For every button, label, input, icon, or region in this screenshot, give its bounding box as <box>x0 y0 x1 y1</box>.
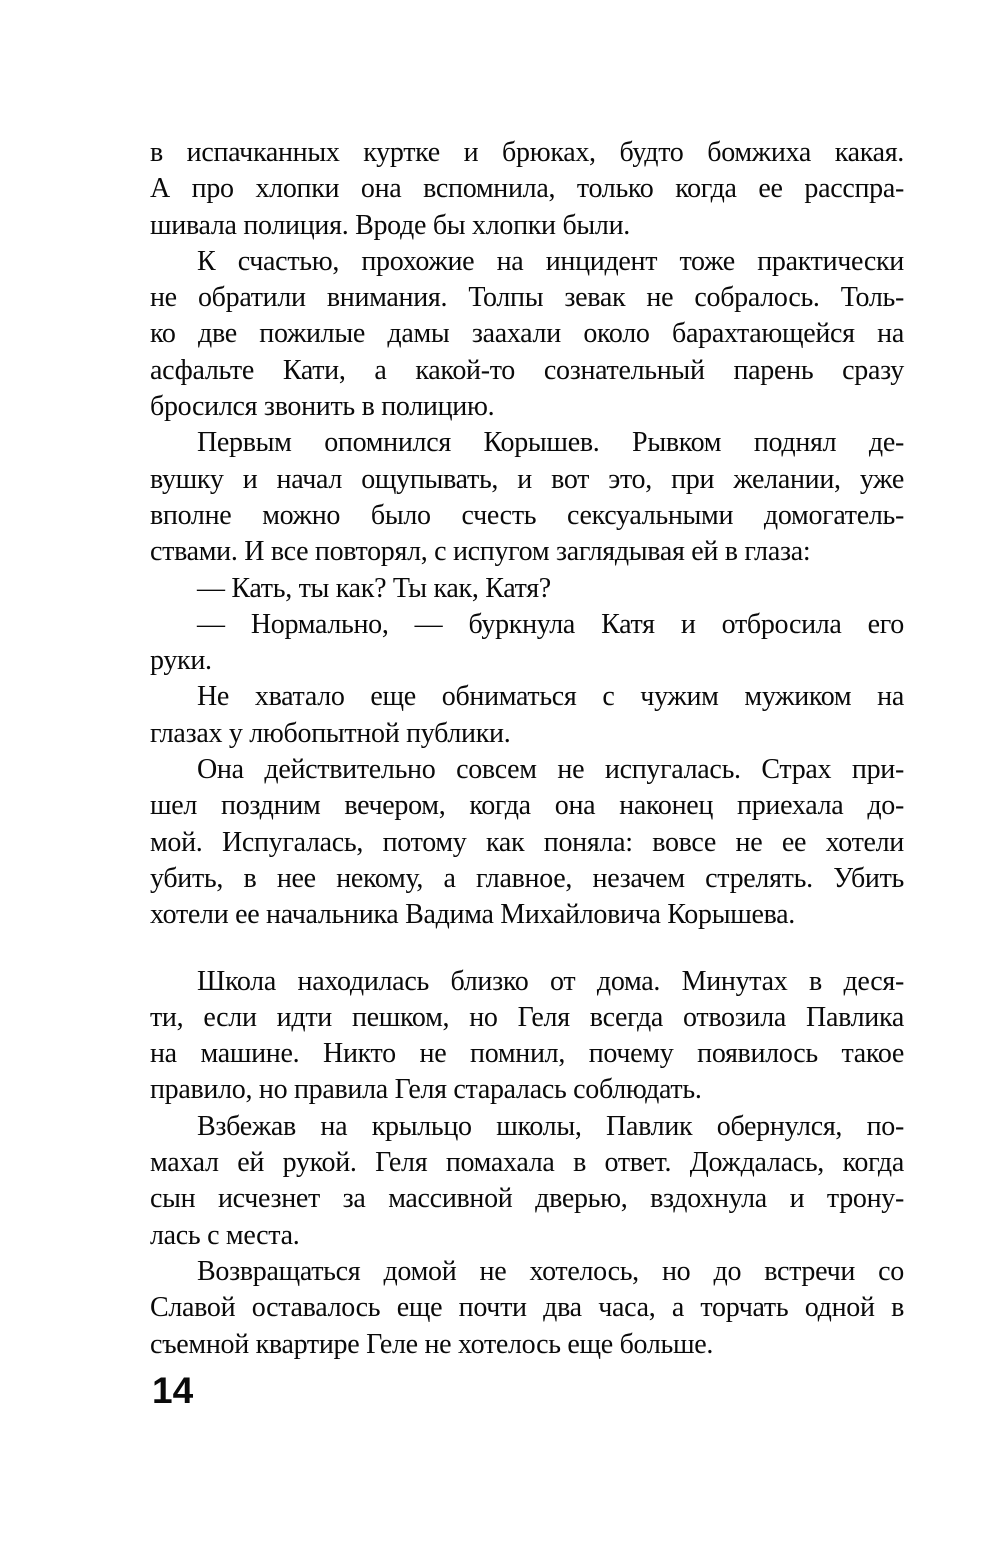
text-line: Взбежав на крыльцо школы, Павлик обернулся, по- <box>197 1110 904 1142</box>
text-line: Школа находилась близко от дома. Минутах в деся- <box>197 965 904 997</box>
text-line: лась с места. <box>150 1219 300 1251</box>
text-line: вполне можно было счесть сексуальными домогатель- <box>150 499 904 531</box>
text-line: правило, но правила Геля старалась соблюдать. <box>150 1074 702 1106</box>
paragraph <box>150 752 904 933</box>
text-line: не обратили внимания. Толпы зевак не собралось. Толь- <box>150 282 904 314</box>
paragraph <box>150 571 904 607</box>
paragraph <box>150 679 904 752</box>
text-line: мой. Испугалась, потому как поняла: вовсе не ее хотели <box>150 826 904 858</box>
text-line: Не хватало еще обниматься с чужим мужиком на <box>197 681 904 713</box>
text-column <box>150 135 904 1363</box>
text-line: Первым опомнился Корышев. Рывком поднял де- <box>197 427 904 459</box>
text-line: ствами. И все повторял, с испугом заглядывая ей в глаза: <box>150 536 811 568</box>
text-line: убить, в нее некому, а главное, незачем стрелять. Убить <box>150 862 904 894</box>
text-line: в испачканных куртке и брюках, будто бомжиха какая. <box>150 137 904 168</box>
text-line: ко две пожилые дамы заахали около барахтающейся на <box>150 318 904 350</box>
text-line: шивала полиция. Вроде бы хлопки были. <box>150 209 630 241</box>
paragraph <box>150 244 904 425</box>
text-line: асфальте Кати, а какой-то сознательный парень сразу <box>150 354 904 386</box>
paragraph <box>150 964 904 1109</box>
text-line: Она действительно совсем не испугалась. Страх при- <box>197 754 904 786</box>
text-line: съемной квартире Геле не хотелось еще больше. <box>150 1328 714 1360</box>
paragraph <box>150 607 904 680</box>
text-line: Возвращаться домой не хотелось, но до встречи со <box>197 1255 904 1287</box>
text-line: К счастью, прохожие на инцидент тоже практически <box>197 245 904 277</box>
paragraph <box>150 1254 904 1363</box>
page-number: 14 <box>152 1370 194 1411</box>
text-line: — Нормально, — буркнула Катя и отбросила его <box>197 608 904 640</box>
text-line: сын исчезнет за массивной дверью, вздохнула и трону- <box>150 1183 904 1215</box>
text-line: ти, если идти пешком, но Геля всегда отвозила Павлика <box>150 1001 904 1033</box>
text-line: шел поздним вечером, когда она наконец приехала до- <box>150 790 904 822</box>
text-line: руки. <box>150 645 212 677</box>
paragraph <box>150 425 904 570</box>
text-line: Славой оставалось еще почти два часа, а торчать одной в <box>150 1292 904 1324</box>
text-line: А про хлопки она вспомнила, только когда ее расспра- <box>150 173 904 205</box>
text-line: махал ей рукой. Геля помахала в ответ. Дождалась, когда <box>150 1147 904 1179</box>
text-line: бросился звонить в полицию. <box>150 391 495 423</box>
paragraph <box>150 1109 904 1254</box>
text-line: на машине. Никто не помнил, почему появилось такое <box>150 1038 904 1070</box>
text-line: — Кать, ты как? Ты как, Катя? <box>197 572 551 604</box>
text-line: вушку и начал ощупывать, и вот это, при желании, уже <box>150 463 904 495</box>
text-line: глазах у любопытной публики. <box>150 717 511 749</box>
paragraph <box>150 135 904 244</box>
text-line: хотели ее начальника Вадима Михайловича Корышева. <box>150 899 795 931</box>
